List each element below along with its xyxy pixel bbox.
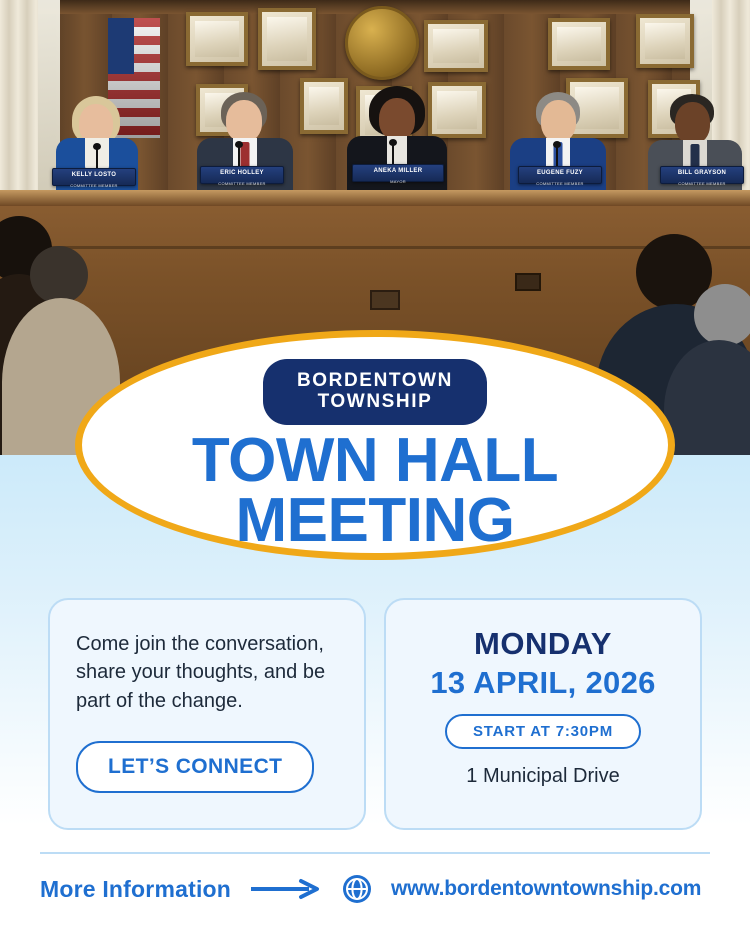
nameplate	[660, 166, 744, 184]
invite-card	[48, 598, 366, 830]
nameplate-name: BILL GRAYSON	[677, 170, 727, 176]
head	[675, 102, 710, 144]
nameplate-name: EUGENE FUZY	[537, 170, 583, 176]
nameplate-role: COMMITTEE MEMBER	[218, 181, 266, 186]
township-badge	[263, 359, 487, 425]
township-seal	[345, 6, 419, 80]
wall-frame	[300, 78, 348, 134]
info-cards	[48, 598, 702, 830]
meeting-time-badge: START AT 7:30PM	[445, 714, 641, 749]
title-oval	[75, 330, 675, 560]
head	[379, 98, 415, 140]
township-badge-line2: TOWNSHIP	[317, 391, 433, 413]
page-title	[191, 425, 559, 555]
township-badge-line1: BORDENTOWN	[296, 370, 454, 391]
footer	[40, 866, 710, 912]
wall-frame	[636, 14, 694, 68]
website-link[interactable]: www.bordentowntownship.com	[391, 877, 702, 900]
meeting-address: 1 Municipal Drive	[466, 765, 620, 787]
audience-head	[30, 246, 88, 304]
nameplate	[52, 168, 136, 186]
wall-frame	[424, 20, 488, 72]
wall-frame	[258, 8, 316, 70]
nameplate-role: COMMITTEE MEMBER	[678, 181, 726, 186]
nameplate-name: ERIC HOLLEY	[220, 170, 264, 176]
globe-icon	[341, 873, 373, 905]
wall-frame	[548, 18, 610, 70]
more-information-label: More Information	[40, 875, 232, 902]
details-card	[384, 598, 702, 830]
audience-head	[694, 284, 750, 346]
lets-connect-button[interactable]: LET’S CONNECT	[76, 741, 314, 793]
meeting-date: 13 APRIL, 2026	[430, 665, 656, 700]
nameplate	[518, 166, 602, 184]
nameplate-role: COMMITTEE MEMBER	[536, 181, 584, 186]
nameplate	[200, 166, 284, 184]
wall-frame	[186, 12, 248, 66]
nameplate-role: COMMITTEE MEMBER	[70, 183, 118, 188]
head	[226, 100, 262, 142]
invite-text: Come join the conversation, share your thoughts, and be part of the change.	[76, 633, 326, 712]
meeting-day: MONDAY	[474, 626, 612, 661]
nameplate	[352, 164, 444, 182]
footer-divider	[40, 852, 710, 854]
nameplate-name: KELLY LOSTO	[71, 172, 117, 178]
head	[541, 100, 576, 142]
arrow-right-icon	[249, 878, 323, 900]
curtain-left	[0, 0, 38, 190]
title-line1: TOWN HALL	[191, 425, 559, 495]
title-line2: MEETING	[235, 485, 515, 555]
nameplate-role: MAYOR	[390, 179, 406, 184]
nameplate-name: ANEKA MILLER	[373, 168, 423, 174]
